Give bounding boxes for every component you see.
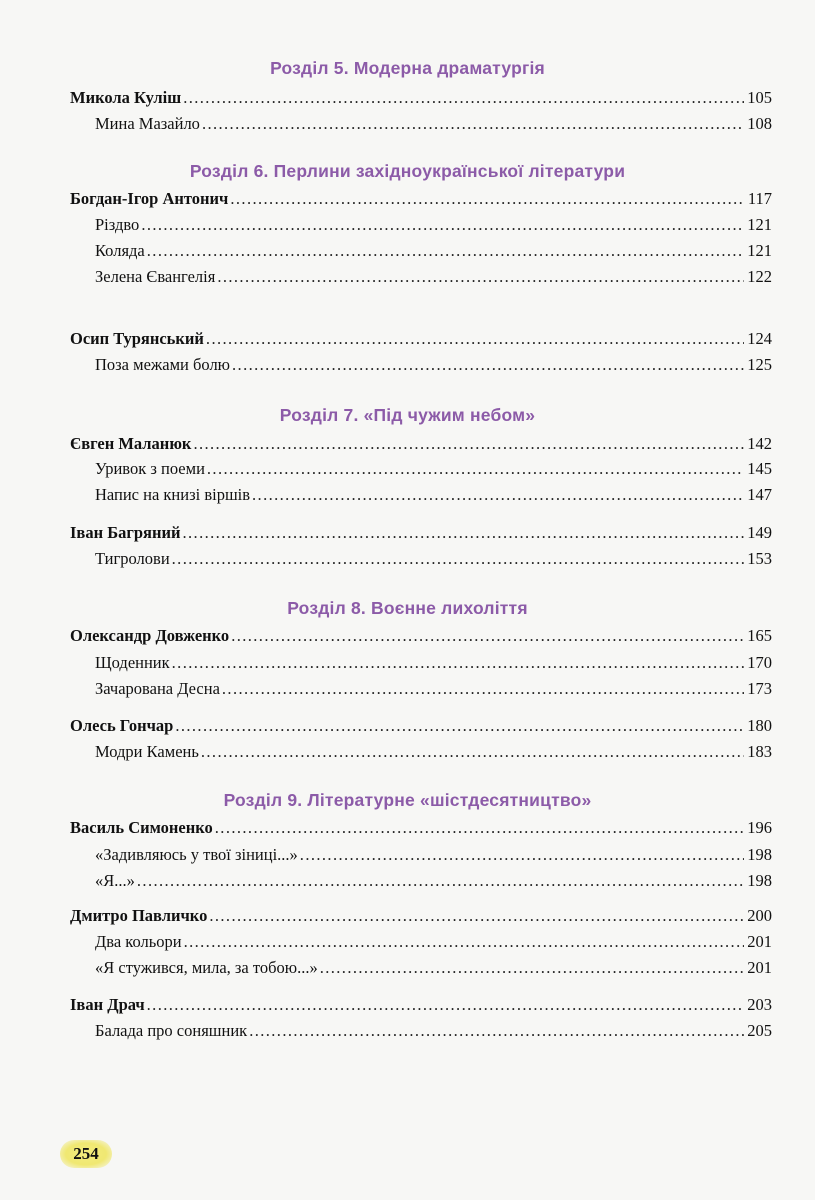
entry-page: 105 <box>747 88 772 107</box>
entry-name: Уривок з поеми <box>95 459 205 478</box>
section-title: Розділ 8. Воєнне лихоліття <box>287 598 528 618</box>
entry-name: Мина Мазайло <box>95 114 200 133</box>
dot-leader <box>202 114 744 134</box>
entry-page: 203 <box>747 995 772 1014</box>
dot-leader <box>206 329 744 349</box>
toc-entry-work[interactable] <box>95 459 772 479</box>
entry-page: 124 <box>747 329 772 348</box>
entry-page: 121 <box>747 241 772 260</box>
entry-page: 108 <box>747 114 772 133</box>
entry-name: Два кольори <box>95 932 182 951</box>
toc-entry-author[interactable] <box>70 906 772 926</box>
dot-leader <box>222 679 744 699</box>
entry-page: 183 <box>747 742 772 761</box>
entry-page: 142 <box>747 434 772 453</box>
toc-entry-work[interactable] <box>95 742 772 762</box>
entry-name: Іван Багряний <box>70 523 181 542</box>
toc-entry-author[interactable] <box>70 626 772 646</box>
dot-leader <box>230 189 744 209</box>
entry-page: 165 <box>747 626 772 645</box>
toc-entry-author[interactable] <box>70 716 772 736</box>
entry-page: 200 <box>747 906 772 925</box>
toc-entry-work[interactable] <box>95 932 772 952</box>
entry-name: Дмитро Павличко <box>70 906 208 925</box>
entry-name: Щоденник <box>95 653 170 672</box>
toc-entry-author[interactable] <box>70 818 772 838</box>
entry-name: Василь Симоненко <box>70 818 213 837</box>
entry-name: «Я стужився, мила, за тобою...» <box>95 958 318 977</box>
page-number: 254 <box>60 1140 112 1168</box>
dot-leader <box>231 626 744 646</box>
dot-leader <box>147 241 744 261</box>
dot-leader <box>232 355 744 375</box>
entry-page: 196 <box>747 818 772 837</box>
entry-page: 149 <box>747 523 772 542</box>
dot-leader <box>215 818 744 838</box>
entry-name: «Задивляюсь у твої зіниці...» <box>95 845 298 864</box>
entry-name: Олесь Гончар <box>70 716 174 735</box>
entry-page: 180 <box>747 716 772 735</box>
entry-name: Зелена Євангелія <box>95 267 216 286</box>
dot-leader <box>141 215 744 235</box>
entry-name: «Я...» <box>95 871 135 890</box>
dot-leader <box>193 434 744 454</box>
toc-entry-work[interactable] <box>95 241 772 261</box>
entry-page: 205 <box>747 1021 772 1040</box>
toc-entry-work[interactable] <box>95 485 772 505</box>
entry-page: 117 <box>747 189 772 208</box>
toc-entry-work[interactable] <box>95 215 772 235</box>
toc-entry-work[interactable] <box>95 114 772 134</box>
entry-page: 201 <box>747 958 772 977</box>
dot-leader <box>183 523 745 543</box>
entry-page: 198 <box>747 845 772 864</box>
toc-entry-author[interactable] <box>70 329 772 349</box>
dot-leader <box>249 1021 744 1041</box>
toc-entry-author[interactable] <box>70 189 772 209</box>
entry-name: Євген Маланюк <box>70 434 192 453</box>
entry-name: Балада про соняшник <box>95 1021 248 1040</box>
entry-name: Богдан-Ігор Антонич <box>70 189 229 208</box>
toc-entry-work[interactable] <box>95 653 772 673</box>
dot-leader <box>252 485 744 505</box>
toc-entry-author[interactable] <box>70 995 772 1015</box>
toc-entry-work[interactable] <box>95 1021 772 1041</box>
entry-page: 121 <box>747 215 772 234</box>
entry-page: 201 <box>747 932 772 951</box>
section-title: Розділ 9. Літературне «шістдесятництво» <box>223 790 592 810</box>
entry-name: Модри Камень <box>95 742 199 761</box>
toc-entry-author[interactable] <box>70 523 772 543</box>
toc-entry-work[interactable] <box>95 871 772 891</box>
dot-leader <box>184 932 745 952</box>
section-title: Розділ 5. Модерна драматургія <box>270 58 545 78</box>
entry-name: Микола Куліш <box>70 88 182 107</box>
toc-entry-work[interactable] <box>95 679 772 699</box>
dot-leader <box>172 653 745 673</box>
entry-page: 147 <box>747 485 772 504</box>
entry-name: Зачарована Десна <box>95 679 220 698</box>
entry-name: Коляда <box>95 241 145 260</box>
dot-leader <box>183 88 744 108</box>
dot-leader <box>147 995 745 1015</box>
toc-entry-work[interactable] <box>95 549 772 569</box>
dot-leader <box>217 267 744 287</box>
toc-entry-author[interactable] <box>70 88 772 108</box>
entry-name: Тигролови <box>95 549 170 568</box>
section-title: Розділ 6. Перлини західноукраїнської літератури <box>189 161 626 181</box>
entry-name: Олександр Довженко <box>70 626 230 645</box>
entry-page: 153 <box>747 549 772 568</box>
dot-leader <box>207 459 744 479</box>
entry-page: 173 <box>747 679 772 698</box>
entry-page: 145 <box>747 459 772 478</box>
entry-name: Осип Турянський <box>70 329 204 348</box>
dot-leader <box>172 549 745 569</box>
dot-leader <box>320 958 745 978</box>
entry-name: Різдво <box>95 215 140 234</box>
dot-leader <box>201 742 744 762</box>
toc-entry-work[interactable] <box>95 958 772 978</box>
toc-entry-work[interactable] <box>95 845 772 865</box>
entry-page: 122 <box>747 267 772 286</box>
section-title: Розділ 7. «Під чужим небом» <box>279 405 536 425</box>
entry-page: 198 <box>747 871 772 890</box>
entry-name: Іван Драч <box>70 995 145 1014</box>
entry-name: Напис на книзі віршів <box>95 485 251 504</box>
entry-name: Поза межами болю <box>95 355 231 374</box>
dot-leader <box>209 906 744 926</box>
dot-leader <box>137 871 744 891</box>
entry-page: 125 <box>747 355 772 374</box>
toc-entry-work[interactable] <box>95 267 772 287</box>
toc-entry-author[interactable] <box>70 434 772 454</box>
entry-page: 170 <box>747 653 772 672</box>
dot-leader <box>175 716 744 736</box>
dot-leader <box>300 845 744 865</box>
toc-entry-work[interactable] <box>95 355 772 375</box>
